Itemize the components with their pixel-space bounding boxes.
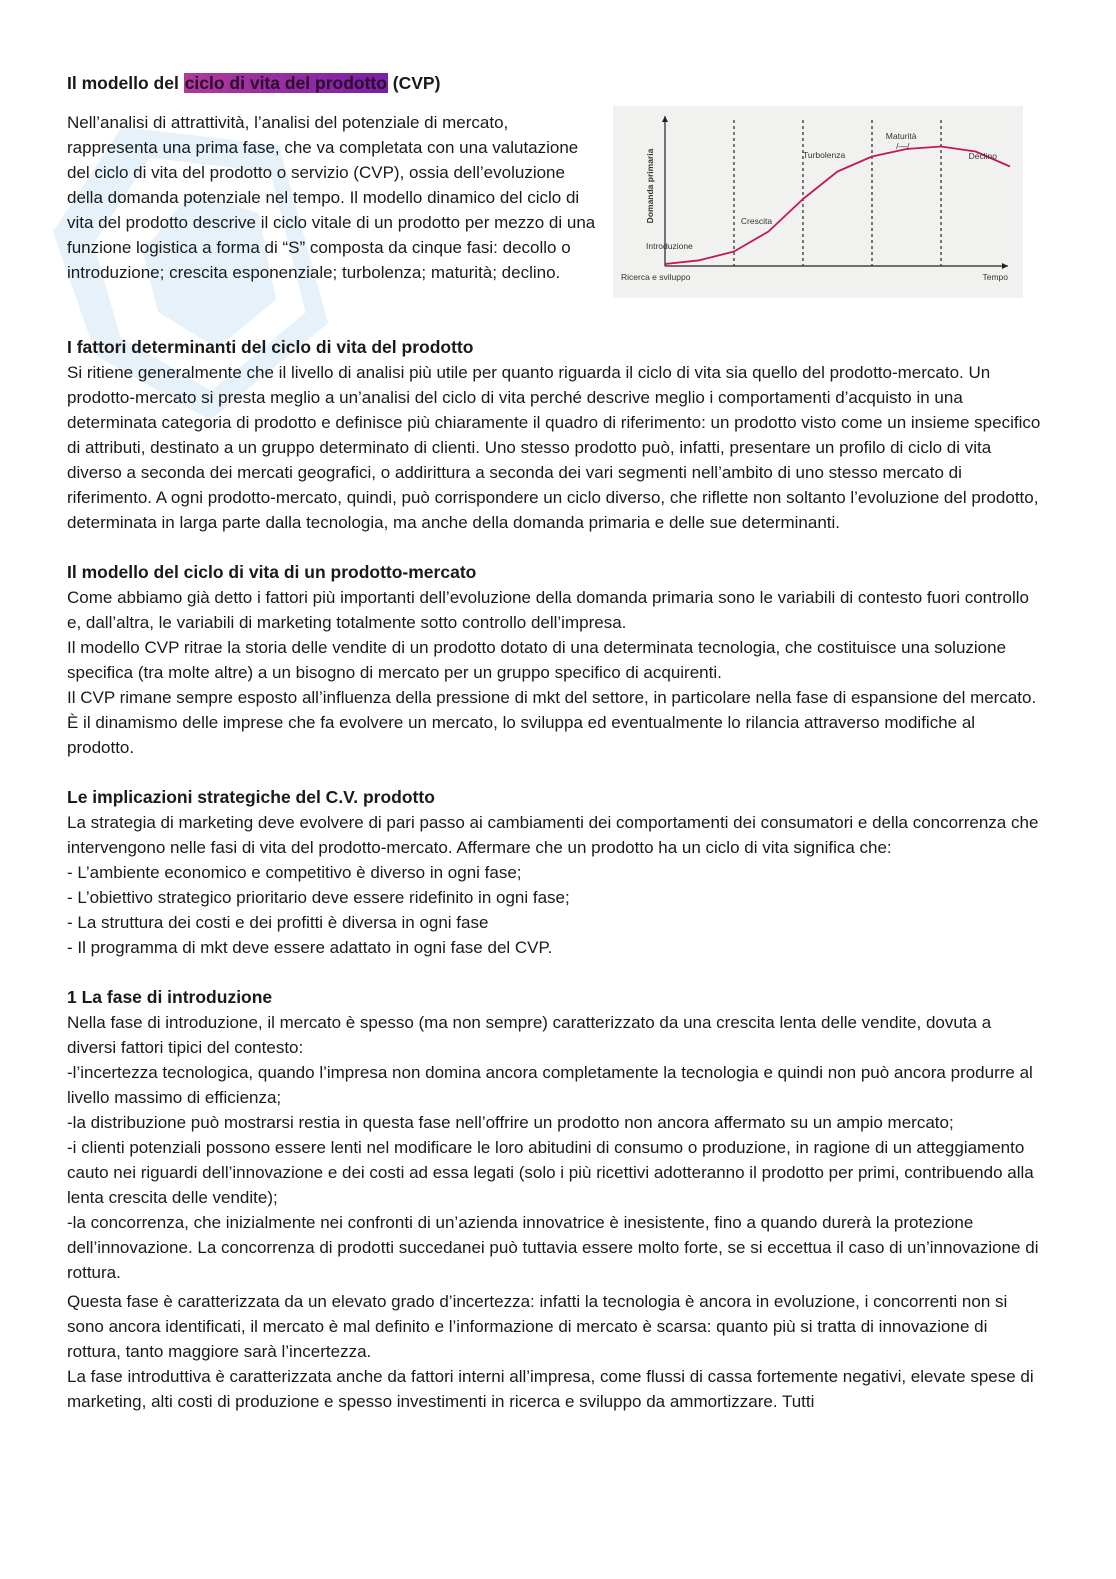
phase-label-5: Declino: [968, 151, 997, 161]
cvp-chart-figure: [613, 106, 1023, 298]
section-heading: 1 La fase di introduzione: [67, 987, 273, 1007]
section-1: [67, 335, 1042, 535]
section-paragraph: - Il programma di mkt deve essere adattato in ogni fase del CVP.: [67, 938, 553, 957]
section-paragraph: -l’incertezza tecnologica, quando l’impresa non domina ancora completamente la tecnologia e quindi non può ancora produrre al livello massimo di efficienza;: [67, 1063, 1033, 1107]
section-paragraph: Il CVP rimane sempre esposto all’influenza della pressione di mkt del settore, in particolare nella fase di espansione del mercato. È il dinamismo delle imprese che fa evolvere un mercato, lo sviluppa ed eventualmente lo rilancia attraverso modifiche al prodotto.: [67, 688, 1037, 757]
x-axis-label: Tempo: [982, 272, 1008, 282]
section-paragraph: - La struttura dei costi e dei profitti è diversa in ogni fase: [67, 913, 489, 932]
section-paragraph: - L’obiettivo strategico prioritario deve essere ridefinito in ogni fase;: [67, 888, 570, 907]
section-paragraph: Nella fase di introduzione, il mercato è spesso (ma non sempre) caratterizzato da una crescita lenta delle vendite, dovuta a diversi fattori tipici del contesto:: [67, 1013, 992, 1057]
title-highlight: ciclo di vita del prodotto: [184, 73, 387, 93]
page-title: [67, 70, 440, 96]
section-4: [67, 985, 1042, 1414]
phase-label-1: Introduzione: [646, 241, 693, 251]
section-paragraph: Il modello CVP ritrae la storia delle vendite di un prodotto dotato di una determinata tecnologia, che costituisce una soluzione specifica (tra molte altre) a un bisogno di mercato per un gruppo specifico di acquirenti.: [67, 638, 1007, 682]
x-axis-arrow: [1002, 263, 1008, 269]
section-paragraph: La strategia di marketing deve evolvere di pari passo ai cambiamenti dei comportamenti dei consumatori e della concorrenza che intervengono nelle fasi di vita del prodotto-mercato. Affermare che un prodotto ha un ciclo di vita significa che:: [67, 813, 1039, 857]
y-axis-arrow: [662, 116, 668, 122]
y-axis-label: Domanda primaria: [645, 148, 655, 224]
title-suffix: (CVP): [387, 73, 441, 93]
intro-paragraph: Nell’analisi di attrattività, l’analisi del potenziale di mercato, rappresenta una prima fase, che va completata con una valutazione del ciclo di vita del prodotto o servizio (CVP), ossia dell’evoluzione della domanda potenziale nel tempo. Il modello dinamico del ciclo di vita del prodotto descrive il ciclo vitale di un prodotto per mezzo di una funzione logistica a forma di “S” composta da cinque fasi: decollo o introduzione; crescita esponenziale; turbolenza; maturità; declino.: [67, 113, 596, 282]
section-paragraph: Si ritiene generalmente che il livello di analisi più utile per quanto riguarda il ciclo di vita sia quello del prodotto-mercato. Un prodotto-mercato si presta meglio a un’analisi del ciclo di vita perché descrive meglio i comportamenti d’acquisto in una determinata categoria di prodotto e definisce più chiaramente il quadro di riferimento: un prodotto visto come un insieme specifico di attributi, destinato a un gruppo determinato di clienti. Uno stesso prodotto può, infatti, presentare un profilo di ciclo di vita diverso a seconda dei mercati geografici, o addirittura a seconda dei vari segmenti nell’ambito di uno stesso mercato di riferimento. A ogni prodotto-mercato, quindi, può corrispondere un ciclo diverso, che riflette non soltanto l’evoluzione del prodotto, determinata in larga parte dalla tecnologia, ma anche della domanda primaria e delle sue determinanti.: [67, 363, 1041, 532]
section-paragraph: -la distribuzione può mostrarsi restia in questa fase nell’offrire un prodotto non ancora affermato su un ampio mercato;: [67, 1113, 954, 1132]
section-paragraph: Come abbiamo già detto i fattori più importanti dell’evoluzione della domanda primaria sono le variabili di contesto fuori controllo e, dall’altra, le variabili di marketing totalmente sotto controllo dell’impresa.: [67, 588, 1029, 632]
section-paragraph: - L’ambiente economico e competitivo è diverso in ogni fase;: [67, 863, 522, 882]
section-2: [67, 560, 1042, 760]
phase-label-3: Turbolenza: [803, 149, 846, 160]
phase-label-2: Crescita: [740, 216, 773, 226]
x-start-label: Ricerca e sviluppo: [621, 272, 691, 282]
section-3: [67, 785, 1042, 960]
section-paragraph: -i clienti potenziali possono essere lenti nel modificare le loro abitudini di consumo o produzione, in ragione di un atteggiamento cauto nei riguardi dell’innovazione e dei costi ad essa legati (solo i più ricettivi adotteranno il prodotto per primi, contribuendo alla lenta crescita delle vendite);: [67, 1138, 1034, 1207]
break-marker: /—/: [896, 141, 910, 151]
sections-container: [67, 335, 1042, 1439]
section-heading: I fattori determinanti del ciclo di vita del prodotto: [67, 337, 474, 357]
phase-label-4: Maturità: [885, 131, 917, 141]
cvp-chart: [613, 106, 1023, 298]
section-paragraph: Questa fase è caratterizzata da un elevato grado d’incertezza: infatti la tecnologia è ancora in evoluzione, i concorrenti non si sono ancora identificati, il mercato è mal definito e l’informazione di mercato è scarsa: quanto più si tratta di innovazione di rottura, tanto maggiore sarà l’incertezza.: [67, 1292, 1008, 1361]
title-prefix: Il modello del: [67, 73, 184, 93]
section-paragraph: La fase introduttiva è caratterizzata anche da fattori interni all’impresa, come flussi di cassa fortemente negativi, elevate spese di marketing, alti costi di produzione e spesso investimenti in ricerca e sviluppo da ammortizzare. Tutti: [67, 1367, 1034, 1411]
section-heading: Le implicazioni strategiche del C.V. prodotto: [67, 787, 435, 807]
section-paragraph: -la concorrenza, che inizialmente nei confronti di un’azienda innovatrice è inesistente, fino a quando durerà la protezione dell’innovazione. La concorrenza di prodotti succedanei può tuttavia essere molto forte, se si eccettua il caso di un’innovazione di rottura.: [67, 1213, 1039, 1282]
cvp-curve: [665, 147, 1010, 265]
section-heading: Il modello del ciclo di vita di un prodotto-mercato: [67, 562, 477, 582]
